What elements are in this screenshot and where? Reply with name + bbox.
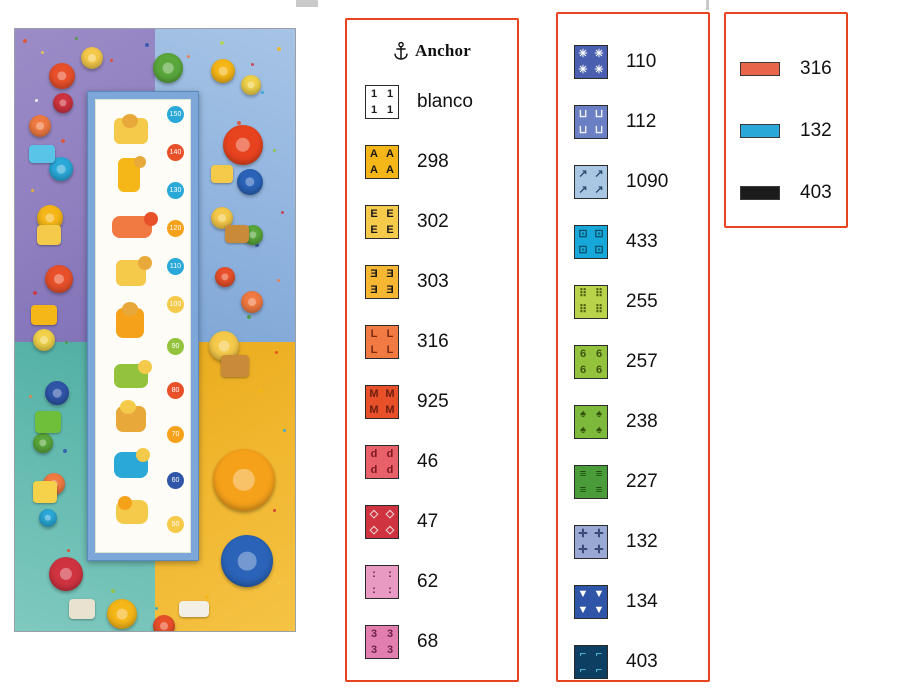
- legend-item[interactable]: [558, 452, 708, 512]
- legend-item[interactable]: [558, 332, 708, 392]
- symbol-swatch: ⊔ ⊔ ⊔ ⊔: [574, 105, 608, 139]
- legend-list-3: [726, 38, 846, 224]
- scan-edge-mark: [296, 0, 318, 7]
- symbol-swatch: ↗ ↗ ↗ ↗: [574, 165, 608, 199]
- legend-item[interactable]: [558, 152, 708, 212]
- legend-item[interactable]: [558, 632, 708, 692]
- project-photo: [14, 28, 296, 632]
- thread-code: 46: [417, 451, 439, 472]
- thread-code: blanco: [417, 91, 473, 112]
- thread-code: 316: [417, 331, 449, 352]
- legend-item[interactable]: [347, 312, 517, 372]
- symbol-swatch: ✳ ✳ ✳ ✳: [574, 45, 608, 79]
- legend-item[interactable]: [347, 372, 517, 432]
- legend-list-2: [558, 32, 708, 692]
- thread-code: 403: [626, 651, 658, 672]
- thread-code: 303: [417, 271, 449, 292]
- thread-code: 134: [626, 591, 658, 612]
- backstitch-swatch: [740, 124, 780, 138]
- symbol-swatch: ▼ ▼ ▼ ▼: [574, 585, 608, 619]
- symbol-swatch: 6 6 6 6: [574, 345, 608, 379]
- thread-code: 257: [626, 351, 658, 372]
- symbol-swatch: L L L L: [365, 325, 399, 359]
- symbol-swatch: ◇ ◇ ◇ ◇: [365, 505, 399, 539]
- thread-code: 255: [626, 291, 658, 312]
- legend-item[interactable]: [347, 192, 517, 252]
- backstitch-swatch: [740, 186, 780, 200]
- thread-code: 47: [417, 511, 439, 532]
- legend-item[interactable]: [558, 572, 708, 632]
- symbol-swatch: ♠ ♠ ♠ ♠: [574, 405, 608, 439]
- legend-item[interactable]: [347, 552, 517, 612]
- anchor-icon: [393, 42, 409, 60]
- legend-item[interactable]: [347, 612, 517, 672]
- thread-code: 925: [417, 391, 449, 412]
- legend-list-1: [347, 72, 517, 672]
- symbol-swatch: d d d d: [365, 445, 399, 479]
- symbol-swatch: A A A A: [365, 145, 399, 179]
- legend-item[interactable]: [558, 272, 708, 332]
- thread-code: 227: [626, 471, 658, 492]
- legend-item[interactable]: [558, 32, 708, 92]
- thread-code: 1090: [626, 171, 669, 192]
- thread-code: 316: [800, 58, 832, 79]
- symbol-swatch: 1 1 1 1: [365, 85, 399, 119]
- sampler-canvas: 150 140 130 120 110 100 90 80 70 60 50: [95, 99, 191, 553]
- thread-code: 110: [626, 51, 657, 72]
- thread-code: 132: [626, 531, 658, 552]
- thread-code: 68: [417, 631, 439, 652]
- symbol-swatch: 3 3 3 3: [365, 625, 399, 659]
- legend-item[interactable]: [347, 72, 517, 132]
- legend-item[interactable]: [347, 132, 517, 192]
- symbol-swatch: ⠿ ⠿ ⠿ ⠿: [574, 285, 608, 319]
- symbol-swatch: E E E E: [365, 205, 399, 239]
- anchor-brand-header: [347, 30, 517, 72]
- legend-item[interactable]: [558, 512, 708, 572]
- legend-item[interactable]: [726, 162, 846, 224]
- legend-column-2: [556, 12, 710, 682]
- legend-item[interactable]: [558, 212, 708, 272]
- thread-code: 433: [626, 231, 658, 252]
- legend-item[interactable]: [347, 492, 517, 552]
- legend-column-3: [724, 12, 848, 228]
- symbol-swatch: M M M M: [365, 385, 399, 419]
- legend-item[interactable]: [347, 252, 517, 312]
- thread-code: 302: [417, 211, 449, 232]
- symbol-swatch: Ǝ Ǝ Ǝ Ǝ: [365, 265, 399, 299]
- sampler-frame: [87, 91, 199, 561]
- symbol-swatch: ≡ ≡ ≡ ≡: [574, 465, 608, 499]
- scan-edge-mark: [706, 0, 709, 10]
- legend-item[interactable]: [347, 432, 517, 492]
- thread-code: 62: [417, 571, 439, 592]
- legend-column-1: [345, 18, 519, 682]
- brand-label: Anchor: [415, 41, 471, 60]
- legend-item[interactable]: [726, 38, 846, 100]
- backstitch-swatch: [740, 62, 780, 76]
- thread-code: 403: [800, 182, 832, 203]
- thread-code: 298: [417, 151, 449, 172]
- symbol-swatch: ⌐ ⌐ ⌐ ⌐: [574, 645, 608, 679]
- symbol-swatch: ⊡ ⊡ ⊡ ⊡: [574, 225, 608, 259]
- legend-item[interactable]: [558, 392, 708, 452]
- thread-code: 112: [626, 111, 657, 132]
- thread-code: 238: [626, 411, 658, 432]
- symbol-swatch: ✛ ✛ ✛ ✛: [574, 525, 608, 559]
- legend-item[interactable]: [558, 92, 708, 152]
- legend-item[interactable]: [726, 100, 846, 162]
- symbol-swatch: : : : :: [365, 565, 399, 599]
- thread-code: 132: [800, 120, 832, 141]
